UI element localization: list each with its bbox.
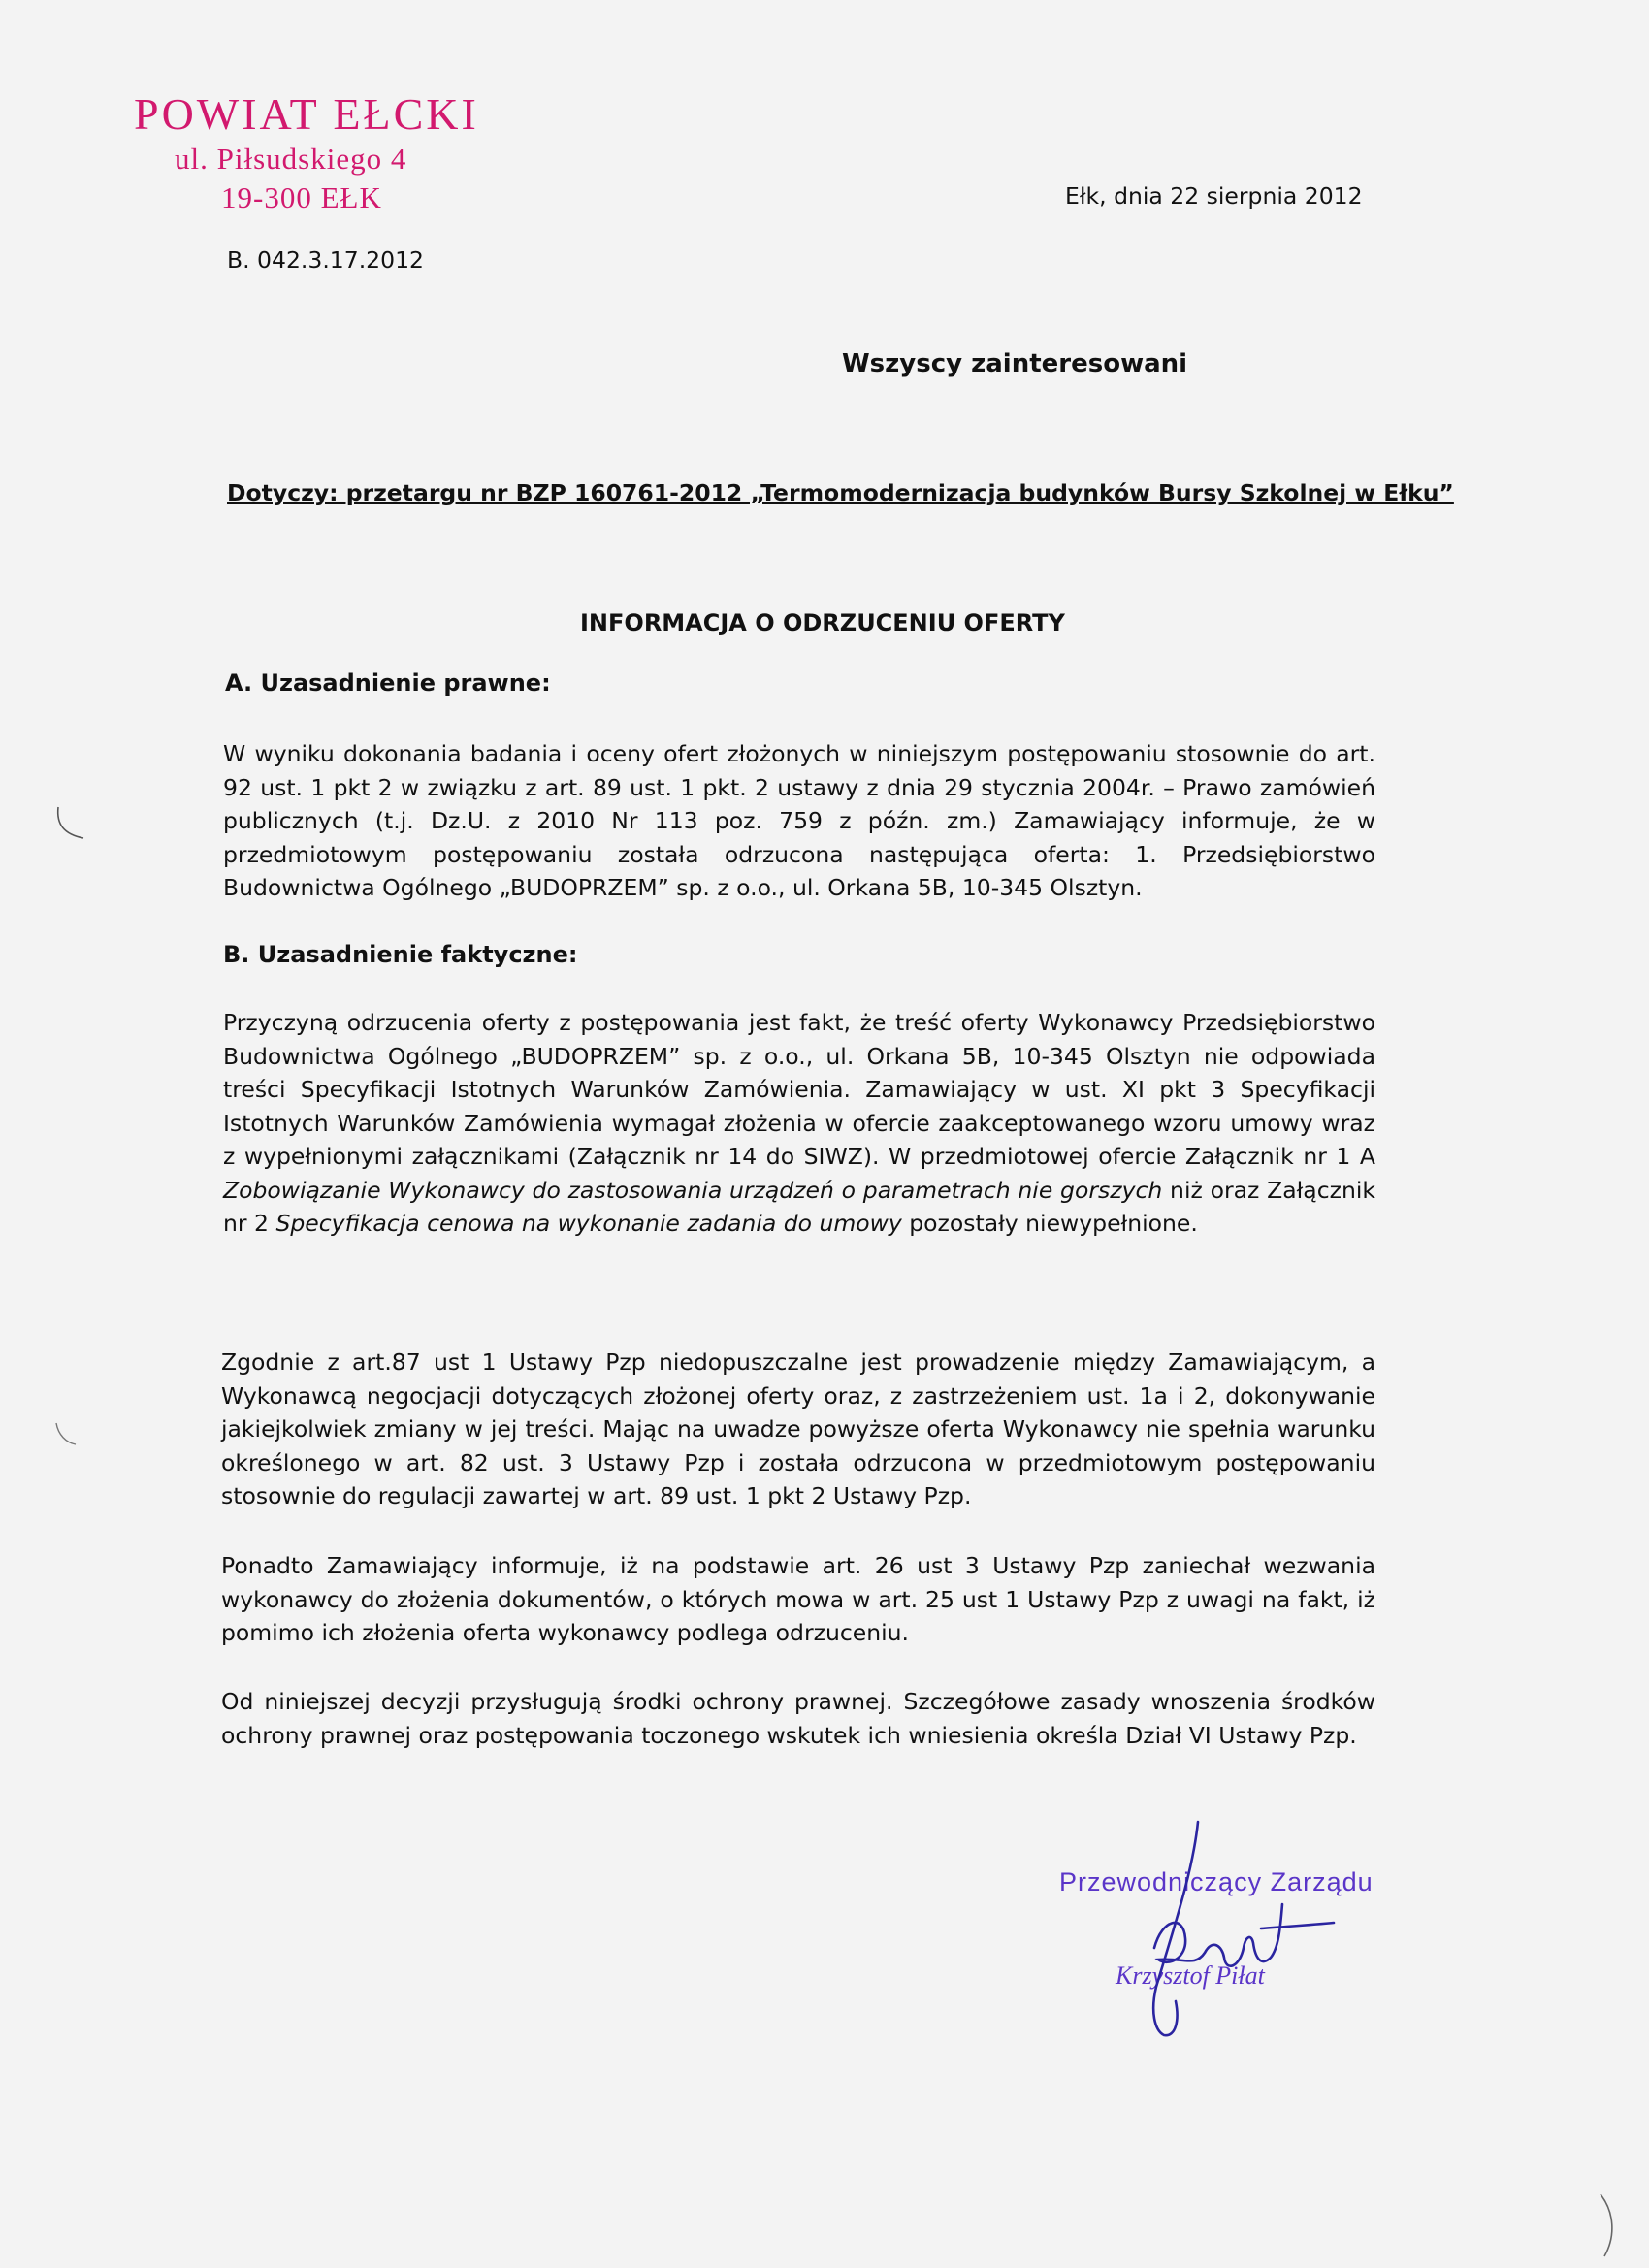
paragraph-remedies: Od niniejszej decyzji przysługują środki ochrony prawnej. Szczegółowe zasady wnoszenia środków ochrony prawnej oraz postępowania toczonego wskutek ich wniesienia określa Dział VI Ustawy Pzp.	[221, 1688, 1375, 1749]
section-b-italic-1: Zobowiązanie Wykonawcy do zastosowania urządzeń o parametrach nie gorszych	[223, 1176, 1163, 1204]
signature-title-stamp: Przewodniczący Zarządu	[1059, 1867, 1374, 1896]
section-b-text-3: pozostały niewypełnione.	[901, 1210, 1198, 1237]
section-b-italic-2: Specyfikacja cenowa na wykonanie zadania do umowy	[275, 1210, 902, 1237]
section-a-heading: A. Uzasadnienie prawne:	[225, 669, 551, 697]
section-b-text-1: Przyczyną odrzucenia oferty z postępowania jest fakt, że treść oferty Wykonawcy Przedsiębiorstwo Budownictwa Ogólnego „BUDOPRZEM” sp. z o.o., ul. Orkana 5B, 10-345 Olsztyn nie odpowiada treści Specyfikacji Istotnych Warunków Zamówienia. Zamawiający w ust. XI pkt 3 Specyfikacji Istotnych Warunków Zamówienia wymagał złożenia w ofercie zaakceptowanego wzoru umowy wraz z wypełnionymi załącznikami (Załącznik nr 14 do SIWZ). W przedmiotowej ofercie Załącznik nr 1 A	[223, 1009, 1375, 1170]
section-a-body: W wyniku dokonania badania i oceny ofert złożonych w niniejszym postępowaniu stosownie do art. 92 ust. 1 pkt 2 w związku z art. 89 ust. 1 pkt. 2 ustawy z dnia 29 stycznia 2004r. – Prawo zamówień publicznych (t.j. Dz.U. z 2010 Nr 113 poz. 759 z późn. zm.) Zamawiający informuje, że w przedmiotowym postępowaniu została odrzucona następująca oferta: 1. Przedsiębiorstwo Budownictwa Ogólnego „BUDOPRZEM” sp. z o.o., ul. Orkana 5B, 10-345 Olsztyn.	[223, 740, 1375, 901]
paragraph-art26: Ponadto Zamawiający informuje, iż na podstawie art. 26 ust 3 Ustawy Pzp zaniechał wezwania wykonawcy do złożenia dokumentów, o których mowa w art. 25 ust 1 Ustawy Pzp z uwagi na fakt, iż pomimo ich złożenia oferta wykonawcy podlega odrzuceniu.	[221, 1552, 1375, 1646]
subject-line: Dotyczy: przetargu nr BZP 160761-2012 „Termomodernizacja budynków Bursy Szkolnej w Ełku”	[227, 479, 1454, 506]
stamp-line-3: 19-300 EŁK	[221, 180, 382, 214]
handwritten-signature	[1116, 1812, 1348, 2064]
reference-number: B. 042.3.17.2012	[227, 246, 424, 274]
margin-mark	[1591, 2192, 1630, 2260]
margin-mark	[50, 805, 89, 844]
stamp-line-2: ul. Piłsudskiego 4	[175, 142, 407, 176]
signature-name-stamp: Krzysztof Piłat	[1116, 1961, 1265, 1990]
document-title: INFORMACJA O ODRZUCENIU OFERTY	[580, 609, 1065, 636]
stamp-line-1: POWIAT EŁCKI	[134, 89, 479, 139]
margin-mark	[50, 1421, 89, 1460]
section-b-body	[223, 1006, 1375, 1241]
section-b-heading: B. Uzasadnienie faktyczne:	[223, 941, 578, 968]
recipient: Wszyscy zainteresowani	[842, 349, 1188, 378]
section-b-text-2: niż oraz Załącznik nr 2	[223, 1176, 1375, 1237]
paragraph-art87: Zgodnie z art.87 ust 1 Ustawy Pzp niedopuszczalne jest prowadzenie między Zamawiającym, a Wykonawcą negocjacji dotyczących złożonej oferty oraz, z zastrzeżeniem ust. 1a i 2, dokonywanie jakiejkolwiek zmiany w jej treści. Mając na uwadze powyższe oferta Wykonawcy nie spełnia warunku określonego w art. 82 ust. 3 Ustawy Pzp i została odrzucona w przedmiotowym postępowaniu stosownie do regulacji zawartej w art. 89 ust. 1 pkt 2 Ustawy Pzp.	[221, 1348, 1375, 1509]
document-date: Ełk, dnia 22 sierpnia 2012	[1065, 182, 1363, 210]
office-stamp	[134, 89, 479, 217]
